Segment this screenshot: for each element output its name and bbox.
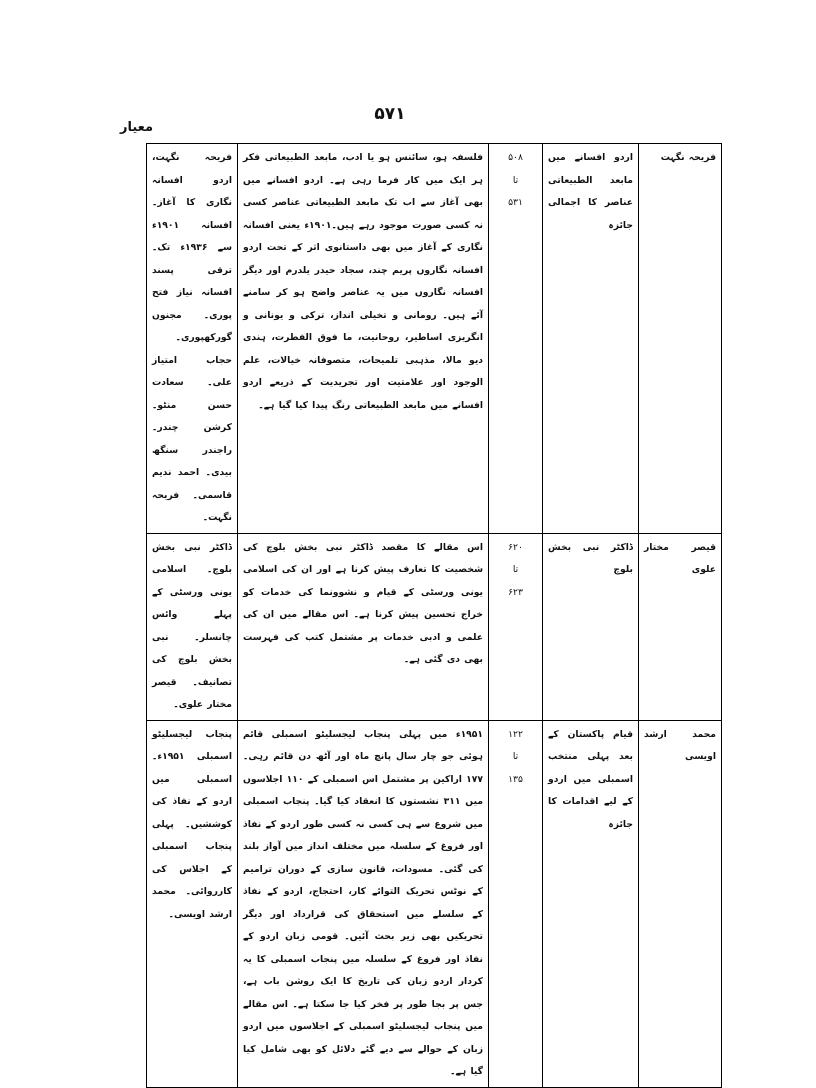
pages-cell — [489, 720, 543, 1087]
title-cell: قیام پاکستان کے بعد پہلی منتخب اسمبلی میں اردو کے لیے اقدامات کا جائزہ — [543, 720, 639, 1087]
pages-cell — [489, 533, 543, 720]
page-from: ۱۲۲ — [508, 728, 523, 740]
author-cell: قیصر مختار علوی — [639, 533, 722, 720]
page-to: ۶۲۳ — [508, 586, 523, 598]
table-row — [147, 533, 722, 720]
keywords-cell: پنجاب لیجسلیٹو اسمبلی ۱۹۵۱ء۔ اسمبلی میں اردو کے نفاذ کی کوششیں۔ پہلی پنجاب اسمبلی کے اجلاس کی کارروائی۔ محمد ارشد اویسی۔ — [147, 720, 238, 1087]
table-row — [147, 144, 722, 534]
summary-cell: فلسفہ ہو، سائنس ہو یا ادب، مابعد الطبیعاتی فکر ہر ایک میں کار فرما رہی ہے۔ اردو افسانے میں بھی آغاز سے اب تک مابعد الطبیعاتی عناصر کسی نہ کسی صورت موجود رہے ہیں۔۱۹۰۱ء یعنی افسانہ نگاری کے آغاز میں بھی داستانوی اثر کے تحت اردو افسانہ نگاروں پریم چند، سجاد حیدر یلدرم اور دیگر افسانہ نگاروں میں یہ عناصر واضح ہو کر سامنے آئے ہیں۔ رومانی و تخیلی انداز، ترکی و یونانی و انگریزی اساطیر، روحانیت، ما فوق الفطرت، ہندی دیو مالا، مذہبی تلمیحات، متصوفانہ خیالات، علم الوجود اور علامتیت اور تجریدیت کے ذریعے اردو افسانے میں مابعد الطبیعاتی رنگ پیدا کیا گیا ہے۔ — [238, 144, 489, 534]
title-cell: ڈاکٹر نبی بخش بلوچ — [543, 533, 639, 720]
page-to: ۵۳۱ — [508, 197, 523, 208]
summary-cell: اس مقالے کا مقصد ڈاکٹر نبی بخش بلوچ کی شخصیت کا تعارف پیش کرنا ہے اور ان کی اسلامی یونی ورسٹی کے قیام و نشوونما کی خدمات کو خراج تحسین پیش کرنا ہے۔ اس مقالے میں ان کی علمی و ادبی خدمات پر مشتمل کتب کی فہرست بھی دی گئی ہے۔ — [238, 533, 489, 720]
keywords-cell: ڈاکٹر نبی بخش بلوچ۔ اسلامی یونی ورسٹی کے پہلے وائس چانسلر۔ نبی بخش بلوچ کی تصانیف۔ قیصر مختار علوی۔ — [147, 533, 238, 720]
page-separator: تا — [512, 751, 519, 762]
page-to: ۱۳۵ — [508, 773, 523, 785]
table-row — [147, 720, 722, 1087]
article-index-table — [146, 143, 722, 1088]
summary-cell: ۱۹۵۱ء میں پہلی پنجاب لیجسلیٹو اسمبلی قائم ہوئی جو چار سال پانچ ماہ اور آٹھ دن قائم رہی۔ ۱۷۷ اراکین پر مشتمل اس اسمبلی کے ۱۱۰ اجلاسوں میں ۳۱۱ نشستوں کا انعقاد کیا گیا۔ پنجاب اسمبلی میں شروع سے ہی کسی نہ کسی طور اردو کے نفاذ اور فروغ کے سلسلہ میں مختلف انداز میں آواز بلند کی گئی۔ مسودات، قانون سازی کے دوران ترامیم کے نوٹس تحریک التوائے کار، احتجاج، اردو کے نفاذ کے سلسلے میں استحقاق کی قرارداد اور دیگر تحریکیں بھی زیر بحث آئیں۔ قومی زبان اردو کے نفاذ اور فروغ کے سلسلہ میں پنجاب اسمبلی کا یہ کردار اردو زبان کی تاریخ کا ایک روشن باب ہے، جس پر بجا طور پر فخر کیا جا سکتا ہے۔ اس مقالے میں پنجاب لیجسلیٹو اسمبلی کے اجلاسوں میں اردو زبان کے حوالے سے دیے گئے دلائل کو بھی شامل کیا گیا ہے۔ — [238, 720, 489, 1087]
title-cell: اردو افسانے میں مابعد الطبیعاتی عناصر کا اجمالی جائزہ — [543, 144, 639, 534]
pages-cell — [489, 144, 543, 534]
page-separator: تا — [512, 174, 519, 186]
page-from: ۶۲۰ — [508, 541, 523, 553]
keywords-cell: فریحہ نگہت، اردو افسانہ نگاری کا آغاز۔ افسانہ ۱۹۰۱ء سے ۱۹۳۶ء تک۔ ترقی پسند افسانہ نیاز فتح پوری۔ مجنوں گورکھپوری۔ حجاب امتیاز علی۔ سعادت حسن منٹو۔ کرشن چندر۔ راجندر سنگھ بیدی۔ احمد ندیم قاسمی۔ فریحہ نگہت۔ — [147, 144, 238, 534]
author-cell: محمد ارشد اویسی — [639, 720, 722, 1087]
author-cell: فریحہ نگہت — [639, 144, 722, 534]
running-head: معیار — [120, 120, 154, 135]
page-from: ۵۰۸ — [508, 152, 523, 163]
page-number: ۵۷۱ — [374, 104, 406, 124]
page-separator: تا — [512, 564, 519, 575]
